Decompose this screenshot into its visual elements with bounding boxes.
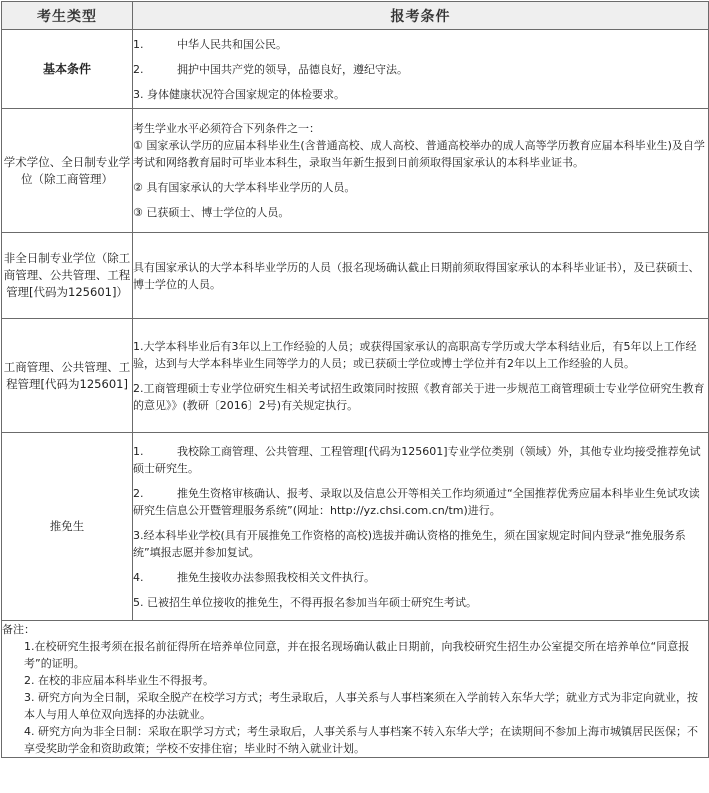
note-item: 3. 研究方向为全日制，采取全脱产在校学习方式；考生录取后，人事关系与人事档案须在入学前转入东华大学；就业方式为非定向就业，按本人与用人单位双向选择的办法就业。 [24, 691, 698, 721]
cond-mba [133, 319, 709, 433]
row-academic [2, 109, 709, 233]
note-item: 4. 研究方向为非全日制：采取在职学习方式；考生录取后，人事关系与人事档案不转入东华大学；在读期间不参加上海市城镇居民医保；不享受奖助学金和资助政策；学校不安排住宿；毕业时不纳入就业计划。 [24, 725, 698, 755]
list-item: 3. 身体健康状况符合国家规定的体检要求。 [133, 87, 345, 101]
list-item: 1.大学本科毕业后有3年以上工作经验的人员；或获得国家承认的高职高专学历或大学本科结业后，有5年以上工作经验，达到与大学本科毕业生同等学力的人员；或已获硕士学位或博士学位并有2年以上工作经验的人员。 [133, 339, 697, 370]
cond-parttime: 具有国家承认的大学本科毕业学历的人员（报名现场确认截止日期前须取得国家承认的本科毕业证书），及已获硕士、博士学位的人员。 [133, 233, 709, 319]
row-exempt [2, 433, 709, 621]
cond-basic [133, 30, 709, 109]
notes [2, 621, 709, 758]
admission-table [1, 1, 709, 758]
type-academic: 学术学位、全日制专业学位（除工商管理） [2, 109, 133, 233]
header-row [2, 2, 709, 30]
type-exempt: 推免生 [2, 433, 133, 621]
header-conditions: 报考条件 [133, 2, 709, 30]
list-item: 3.经本科毕业学校(具有开展推免工作资格的高校)选拔并确认资格的推免生，须在国家规定时间内登录“推免服务系统”填报志愿并参加复试。 [133, 528, 686, 559]
row-basic [2, 30, 709, 109]
cond-academic [133, 109, 709, 233]
type-mba: 工商管理、公共管理、工程管理[代码为125601] [2, 319, 133, 433]
list-item: ③ 已获硕士、博士学位的人员。 [133, 206, 290, 219]
note-item: 2. 在校的非应届本科毕业生不得报考。 [24, 674, 214, 687]
header-type: 考生类型 [2, 2, 133, 30]
list-item: ① 国家承认学历的应届本科毕业生(含普通高校、成人高校、普通高校举办的成人高等学历教育应届本科毕业生)及自学考试和网络教育届时可毕业本科生，录取当年新生报到日前须取得国家承认的本科毕业证书。 [133, 139, 705, 169]
list-item: 4. 推免生接收办法参照我校相关文件执行。 [133, 570, 375, 584]
type-parttime: 非全日制专业学位（除工商管理、公共管理、工程管理[代码为125601]） [2, 233, 133, 319]
notes-title: 备注： [2, 623, 35, 636]
list-item: 2. 拥护中国共产党的领导，品德良好，遵纪守法。 [133, 62, 408, 76]
row-notes [2, 621, 709, 758]
list-item: 2.工商管理硕士专业学位研究生相关考试招生政策同时按照《教育部关于进一步规范工商管理硕士专业学位研究生教育的意见》》(教研〔2016〕2号)有关规定执行。 [133, 381, 705, 412]
intro-text: 考生学业水平必须符合下列条件之一： [133, 122, 320, 135]
row-parttime [2, 233, 709, 319]
list-item: ② 具有国家承认的大学本科毕业学历的人员。 [133, 181, 356, 194]
list-item: 2. 推免生资格审核确认、报考、录取以及信息公开等相关工作均须通过“全国推荐优秀应届本科毕业生免试攻读研究生信息公开暨管理服务系统”(网址：http://yz.chsi.com.cn/tm)进行。 [133, 486, 700, 517]
list-item: 1. 中华人民共和国公民。 [133, 37, 287, 51]
note-item: 1.在校研究生报考须在报名前征得所在培养单位同意，并在报名现场确认截止日期前，向我校研究生招生办公室提交所在培养单位“同意报考”的证明。 [24, 640, 690, 670]
row-mba [2, 319, 709, 433]
list-item: 5. 已被招生单位接收的推免生，不得再报名参加当年硕士研究生考试。 [133, 595, 477, 609]
cond-exempt [133, 433, 709, 621]
list-item: 1. 我校除工商管理、公共管理、工程管理[代码为125601]专业学位类别（领域）外，其他专业均接受推荐免试硕士研究生。 [133, 444, 701, 475]
type-basic: 基本条件 [2, 30, 133, 109]
